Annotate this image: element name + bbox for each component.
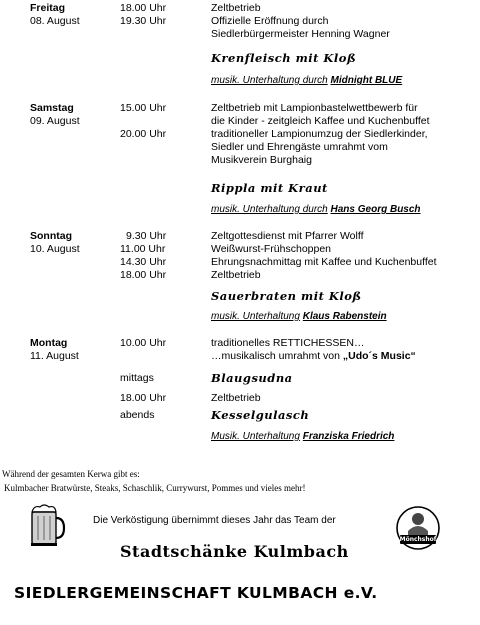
monday-date: 11. August <box>30 350 79 362</box>
saturday-menu: Rippla mit Kraut <box>211 181 328 195</box>
sunday-time-3: 14.30 Uhr <box>120 256 167 268</box>
monday-menu-1: Blaugsudna <box>211 371 293 385</box>
monday-event-1-cont <box>211 350 416 363</box>
kerwa-intro: Während der gesamten Kerwa gibt es: <box>2 469 140 479</box>
saturday-music-label: musik. Unterhaltung durch <box>211 204 328 215</box>
monday-abends: abends <box>120 409 155 421</box>
friday-music <box>211 75 402 86</box>
saturday-event-1-cont: die Kinder - zeitgleich Kaffee und Kuchenbuffet <box>211 115 430 127</box>
monday-music-label: Musik. Unterhaltung <box>211 431 300 442</box>
sunday-day: Sonntag <box>30 230 72 242</box>
friday-music-label: musik. Unterhaltung durch <box>211 75 328 86</box>
friday-time-2: 19.30 Uhr <box>120 15 167 27</box>
kerwa-food-list: Kulmbacher Bratwürste, Steaks, Schaschlik, Currywurst, Pommes und vieles mehr! <box>4 483 306 493</box>
restaurant-name: Stadtschänke Kulmbach <box>120 542 349 561</box>
friday-date: 08. August <box>30 15 80 27</box>
sunday-music-label: musik. Unterhaltung <box>211 311 300 322</box>
sunday-time-4: 18.00 Uhr <box>120 269 167 281</box>
saturday-event-2-cont2: Musikverein Burghaig <box>211 154 312 166</box>
monday-menu-2: Kesselgulasch <box>211 408 310 422</box>
friday-time-1: 18.00 Uhr <box>120 2 167 14</box>
brewery-logo-text: Mönchshof <box>399 536 437 543</box>
monday-mittags: mittags <box>120 372 154 384</box>
monday-event-2: Zeltbetrieb <box>211 392 261 404</box>
beer-mug-icon <box>26 502 66 548</box>
sunday-music-performer: Klaus Rabenstein <box>302 311 387 322</box>
friday-event-2-cont: Siedlerbürgermeister Henning Wagner <box>211 28 390 40</box>
saturday-time-1: 15.00 Uhr <box>120 102 167 114</box>
sunday-date: 10. August <box>30 243 80 255</box>
sunday-time-2: 11.00 Uhr <box>120 243 166 255</box>
saturday-time-2: 20.00 Uhr <box>120 128 167 140</box>
friday-event-2: Offizielle Eröffnung durch <box>211 15 329 27</box>
monday-time-2: 18.00 Uhr <box>120 392 167 404</box>
monday-music <box>211 431 394 442</box>
saturday-day: Samstag <box>30 102 74 114</box>
saturday-event-1: Zeltbetrieb mit Lampionbastelwettbewerb für <box>211 102 418 114</box>
monday-time-1: 10.00 Uhr <box>120 337 167 349</box>
friday-event-1: Zeltbetrieb <box>211 2 261 14</box>
monday-day: Montag <box>30 337 68 349</box>
friday-day: Freitag <box>30 2 66 14</box>
catering-text: Die Verköstigung übernimmt dieses Jahr das Team der <box>93 515 336 526</box>
sunday-event-4: Zeltbetrieb <box>211 269 261 281</box>
sunday-time-1: 9.30 Uhr <box>126 230 167 242</box>
monday-event-1-performer: „Udo´s Music“ <box>342 350 416 362</box>
sunday-event-2: Weißwurst-Frühschoppen <box>211 243 332 255</box>
monday-event-1: traditionelles RETTICHESSEN… <box>211 337 365 349</box>
organizer-name: SIEDLERGEMEINSCHAFT KULMBACH e.V. <box>14 584 378 602</box>
friday-menu: Krenfleisch mit Kloß <box>211 51 357 65</box>
saturday-music-performer: Hans Georg Busch <box>330 204 421 215</box>
sunday-event-1: Zeltgottesdienst mit Pfarrer Wolff <box>211 230 364 242</box>
monday-music-performer: Franziska Friedrich <box>302 431 395 442</box>
sunday-menu: Sauerbraten mit Kloß <box>211 289 362 303</box>
saturday-music <box>211 204 421 215</box>
brewery-logo-icon <box>395 505 441 551</box>
saturday-event-2: traditioneller Lampionumzug der Siedlerkinder, <box>211 128 428 140</box>
saturday-date: 09. August <box>30 115 80 127</box>
saturday-event-2-cont: Siedler und Ehrengäste umrahmt vom <box>211 141 388 153</box>
friday-music-performer: Midnight BLUE <box>330 75 403 86</box>
monday-event-1-prefix: …musikalisch umrahmt von <box>211 350 343 362</box>
sunday-music <box>211 311 387 322</box>
sunday-event-3: Ehrungsnachmittag mit Kaffee und Kuchenbuffet <box>211 256 437 268</box>
